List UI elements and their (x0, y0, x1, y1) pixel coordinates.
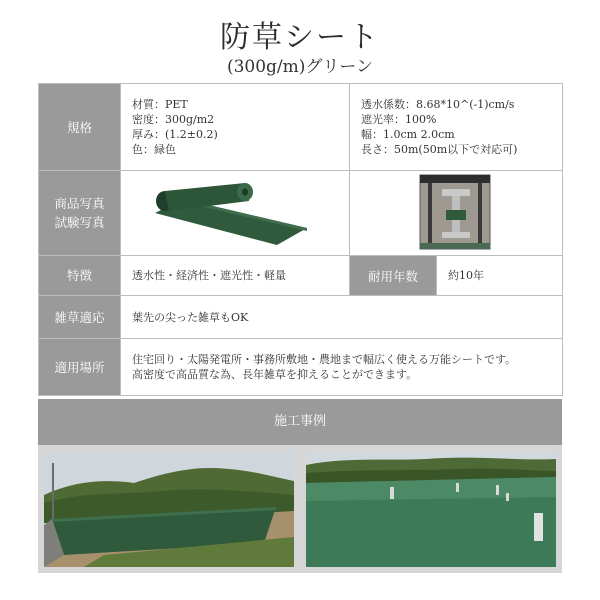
specs-right (350, 84, 563, 171)
usage-line: 高密度で高品質な為、長年雑草を抑えることができます。 (132, 368, 418, 381)
case-photo-field (306, 451, 556, 567)
product-photo (121, 171, 350, 251)
specs-label: 規格 (39, 84, 121, 171)
usage-value (121, 339, 563, 396)
usage-row (39, 339, 563, 396)
case-photo-hillside (44, 451, 294, 567)
cases-gallery (38, 445, 562, 573)
weeds-row (39, 296, 563, 339)
weeds-value: 葉先の尖った雑草もOK (121, 296, 563, 339)
spec-table (38, 83, 563, 396)
durability-label: 耐用年数 (350, 256, 437, 296)
spec-line: 密度：300g/m2 (132, 113, 215, 126)
spec-line: 材質：PET (132, 98, 188, 111)
photos-label-line: 試験写真 (54, 215, 105, 230)
usage-label: 適用場所 (39, 339, 121, 396)
test-photo (350, 171, 563, 251)
durability-value: 約10年 (437, 256, 563, 296)
spec-line: 透水係数：8.68*10^(-1)cm/s (361, 98, 515, 111)
photos-label-line: 商品写真 (54, 196, 105, 211)
specs-row (39, 84, 563, 171)
product-photo-cell (121, 171, 350, 256)
spec-line: 厚み：(1.2±0.2) (132, 128, 218, 141)
spec-line: 幅：1.0cm 2.0cm (361, 128, 455, 141)
test-photo-cell (350, 171, 563, 256)
spec-line: 遮光率：100% (361, 113, 437, 126)
spec-line: 長さ：50m(50m以下で対応可) (361, 143, 518, 156)
weeds-label: 雑草適応 (39, 296, 121, 339)
photos-label (39, 171, 121, 256)
photos-row (39, 171, 563, 256)
page-subtitle: (300g/m)グリーン (226, 57, 374, 77)
cases-title: 施工事例 (38, 399, 562, 445)
spec-line: 色：緑色 (132, 143, 176, 156)
features-value: 透水性・経済性・遮光性・軽量 (121, 256, 350, 296)
features-label: 特徴 (39, 256, 121, 296)
usage-line: 住宅回り・太陽発電所・事務所敷地・農地まで幅広く使える万能シートです。 (132, 353, 517, 366)
page-title: 防草シート (220, 20, 380, 55)
specs-left (121, 84, 350, 171)
features-row (39, 256, 563, 296)
